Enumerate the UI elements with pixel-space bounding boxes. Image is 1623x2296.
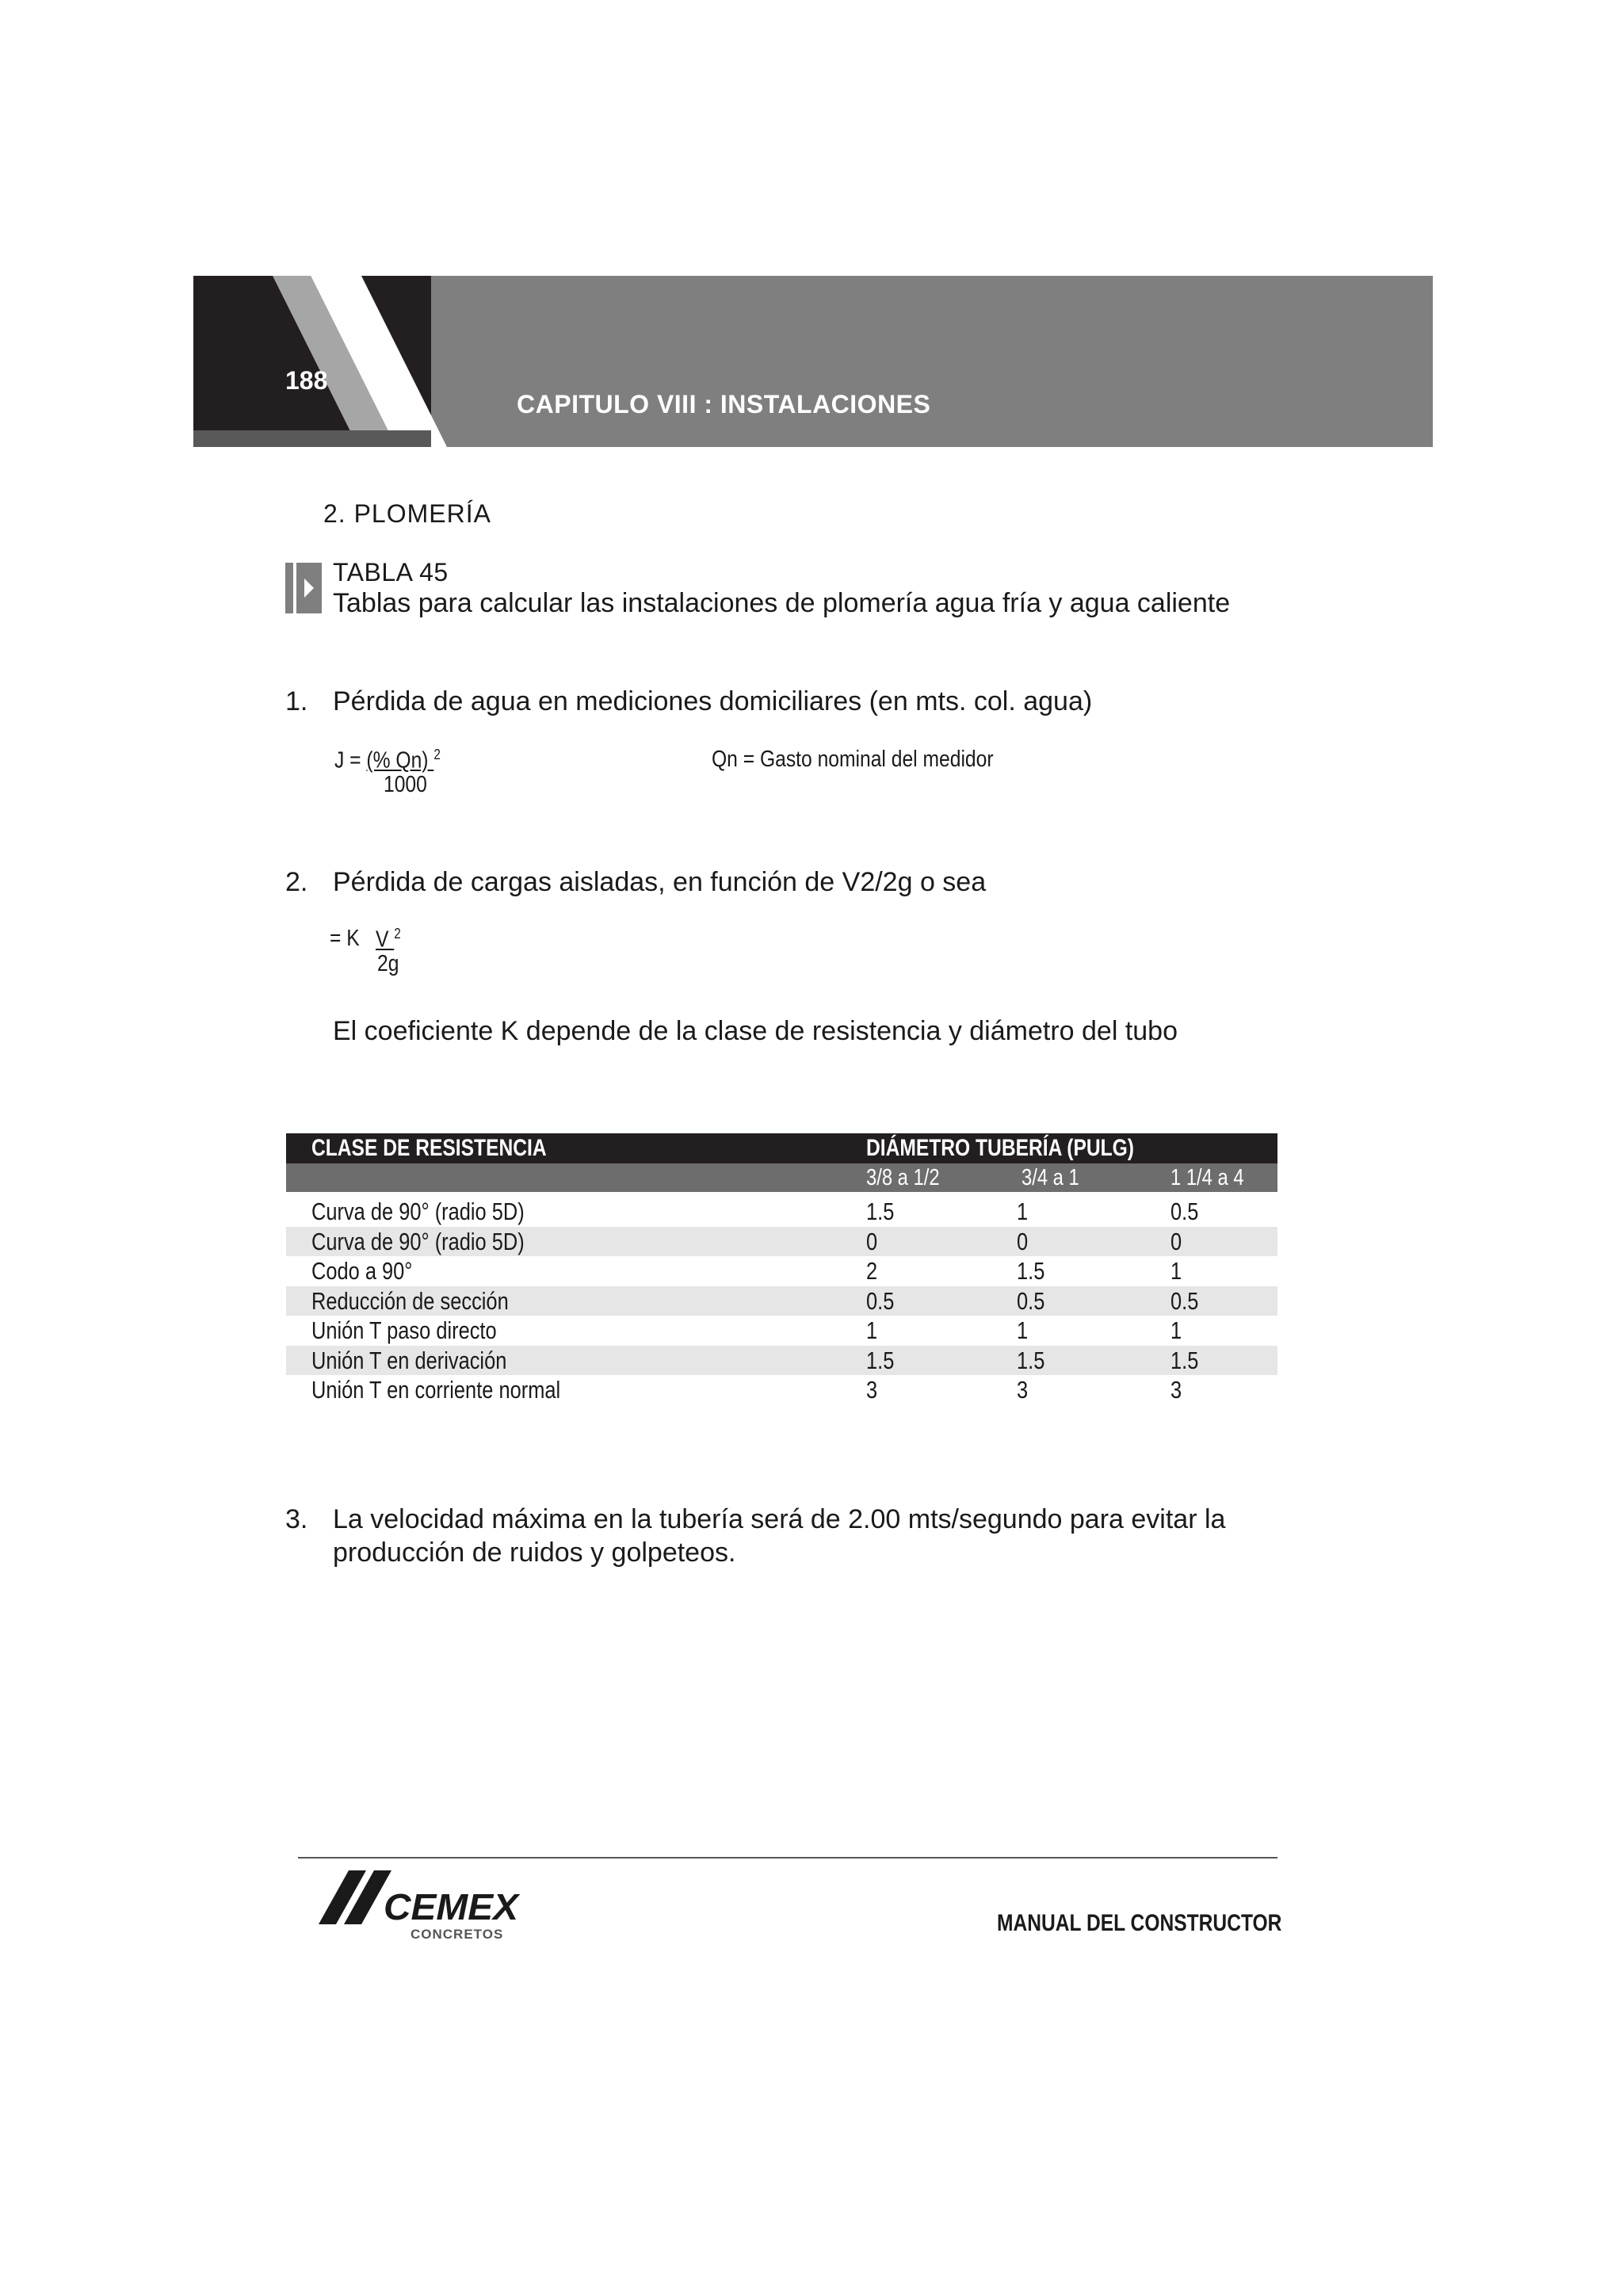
row-value: 0.5 <box>1017 1286 1045 1315</box>
table-row <box>286 1316 1277 1346</box>
manual-title: MANUAL DEL CONSTRUCTOR <box>997 1910 1282 1936</box>
subheader-diameter: 3/4 a 1 <box>1022 1165 1079 1190</box>
header-diameter: DIÁMETRO TUBERÍA (PULG) <box>866 1135 1135 1161</box>
row-value: 0.5 <box>866 1286 895 1315</box>
formula-exponent: 2 <box>433 747 441 762</box>
item-text: Pérdida de agua en mediciones domiciliares (en mts. col. agua) <box>333 686 1093 716</box>
formula-numerator: (% Qn) <box>366 747 434 774</box>
formula-note: Qn = Gasto nominal del medidor <box>712 747 994 772</box>
formula-velocity <box>376 926 401 953</box>
row-name: Curva de 90° (radio 5D) <box>311 1198 525 1225</box>
section-title: 2. PLOMERÍA <box>323 499 491 528</box>
item-number: 2. <box>285 867 308 897</box>
header-resistance-class: CLASE DE RESISTENCIA <box>311 1135 547 1161</box>
resistance-table <box>286 1133 1277 1405</box>
row-value: 0 <box>866 1227 878 1255</box>
table-row <box>286 1256 1277 1286</box>
table-header <box>286 1133 1277 1163</box>
row-name: Reducción de sección <box>311 1286 509 1315</box>
row-value: 1 <box>866 1316 878 1344</box>
footer-rule <box>298 1857 1277 1859</box>
table-subheader <box>286 1163 1277 1192</box>
table-row <box>286 1197 1277 1227</box>
row-value: 0 <box>1170 1227 1182 1255</box>
formula-k-lhs: = K <box>330 926 360 951</box>
row-value: 1 <box>1170 1316 1182 1344</box>
coefficient-text: El coeficiente K depende de la clase de resistencia y diámetro del tubo <box>333 1016 1178 1046</box>
table-row <box>286 1375 1277 1405</box>
row-value: 3 <box>1170 1376 1182 1404</box>
item-text-line1: La velocidad máxima en la tubería será de 2.00 mts/segundo para evitar la <box>333 1504 1226 1534</box>
item-text: Pérdida de cargas aisladas, en función de V2/2g o sea <box>333 867 987 897</box>
page-number: 188 <box>285 366 328 395</box>
svg-text:CONCRETOS: CONCRETOS <box>411 1927 504 1942</box>
row-value: 1.5 <box>866 1346 895 1374</box>
item-number: 1. <box>285 686 308 716</box>
chapter-title: CAPITULO VIII : INSTALACIONES <box>517 390 931 418</box>
table-row <box>286 1286 1277 1316</box>
item-text-line2: producción de ruidos y golpeteos. <box>333 1538 736 1568</box>
row-value: 0.5 <box>1170 1286 1199 1315</box>
row-value: 1.5 <box>1017 1346 1045 1374</box>
row-value: 0 <box>1017 1227 1029 1255</box>
subheader-diameter: 1 1/4 a 4 <box>1170 1165 1244 1190</box>
row-value: 1.5 <box>866 1198 895 1225</box>
formula-numerator: V <box>376 926 395 953</box>
table-row <box>286 1346 1277 1376</box>
row-value: 0.5 <box>1170 1198 1199 1225</box>
item-number: 3. <box>285 1504 308 1534</box>
row-value: 3 <box>866 1376 878 1404</box>
subheader-diameter: 3/8 a 1/2 <box>866 1165 940 1190</box>
row-value: 2 <box>866 1257 878 1285</box>
row-value: 3 <box>1017 1376 1029 1404</box>
row-value: 1.5 <box>1017 1257 1045 1285</box>
row-name: Curva de 90° (radio 5D) <box>311 1227 525 1255</box>
formula-denominator: 2g <box>377 951 399 976</box>
row-value: 1 <box>1170 1257 1182 1285</box>
svg-text:CEMEX: CEMEX <box>384 1886 521 1927</box>
formula-loss <box>334 747 441 774</box>
row-value: 1.5 <box>1170 1346 1199 1374</box>
formula-denominator: 1000 <box>384 772 427 797</box>
header-diagonal-stripes <box>193 276 558 447</box>
row-value: 1 <box>1017 1316 1029 1344</box>
table-row <box>286 1227 1277 1257</box>
row-name: Unión T en derivación <box>311 1346 507 1374</box>
formula-exponent: 2 <box>394 926 401 942</box>
cemex-logo <box>317 1867 523 1943</box>
table-marker-icon <box>285 563 322 613</box>
formula-lhs: J = <box>334 747 367 774</box>
row-name: Unión T paso directo <box>311 1316 497 1344</box>
table-description: Tablas para calcular las instalaciones de plomería agua fría y agua caliente <box>333 588 1231 618</box>
table-label: TABLA 45 <box>333 558 449 586</box>
row-name: Unión T en corriente normal <box>311 1376 561 1404</box>
row-value: 1 <box>1017 1198 1029 1225</box>
row-name: Codo a 90° <box>311 1257 413 1285</box>
